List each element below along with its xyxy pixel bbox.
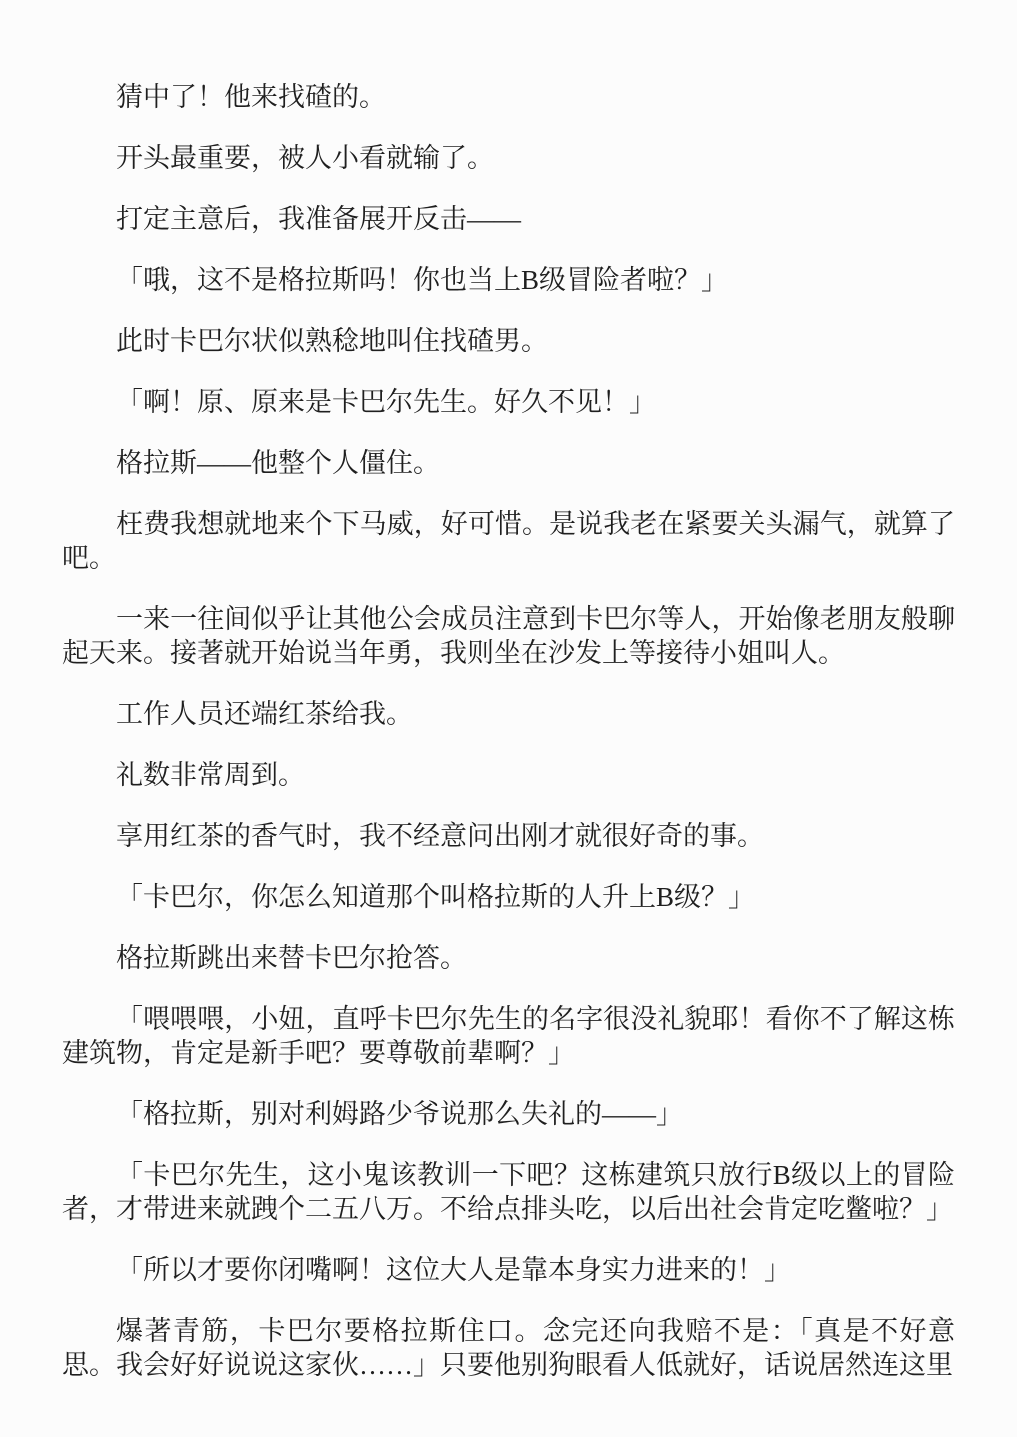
paragraph: 此时卡巴尔状似熟稔地叫住找碴男。 [116, 326, 548, 356]
paragraph: 工作人员还端红茶给我。 [116, 699, 413, 729]
paragraph: 格拉斯——他整个人僵住。 [116, 448, 440, 478]
paragraph: 格拉斯跳出来替卡巴尔抢答。 [116, 943, 467, 973]
paragraph: 爆著青筋，卡巴尔要格拉斯住口。念完还向我赔不是：「真是不好意思。我会好好说说这家伙……」只要他别狗眼看人低就好，话说居然连这里 [62, 1316, 955, 1380]
paragraph: 享用红茶的香气时，我不经意问出刚才就很好奇的事。 [116, 821, 764, 851]
paragraph: 打定主意后，我准备展开反击—— [116, 204, 521, 234]
paragraph: 开头最重要，被人小看就输了。 [116, 143, 494, 173]
paragraph: 一来一往间似乎让其他公会成员注意到卡巴尔等人，开始像老朋友般聊起天来。接著就开始说当年勇，我则坐在沙发上等接待小姐叫人。 [62, 604, 955, 668]
paragraph: 「所以才要你闭嘴啊！这位大人是靠本身实力进来的！」 [116, 1255, 791, 1285]
paragraph: 猜中了！他来找碴的。 [116, 82, 386, 112]
page-text [62, 80, 955, 1382]
paragraph: 「卡巴尔先生，这小鬼该教训一下吧？这栋建筑只放行B级以上的冒险者，才带进来就跩个二五八万。不给点排头吃，以后出社会肯定吃鳖啦？」 [62, 1160, 955, 1224]
paragraph: 「卡巴尔，你怎么知道那个叫格拉斯的人升上B级？」 [116, 882, 756, 912]
paragraph: 「喂喂喂，小妞，直呼卡巴尔先生的名字很没礼貌耶！看你不了解这栋建筑物，肯定是新手吧？要尊敬前辈啊？」 [62, 1004, 955, 1068]
paragraph: 礼数非常周到。 [116, 760, 305, 790]
paragraph: 「格拉斯，别对利姆路少爷说那么失礼的——」 [116, 1099, 683, 1129]
paragraph: 枉费我想就地来个下马威，好可惜。是说我老在紧要关头漏气，就算了吧。 [62, 509, 955, 573]
paragraph: 「哦，这不是格拉斯吗！你也当上B级冒险者啦？」 [116, 265, 729, 295]
paragraph: 「啊！原、原来是卡巴尔先生。好久不见！」 [116, 387, 656, 417]
